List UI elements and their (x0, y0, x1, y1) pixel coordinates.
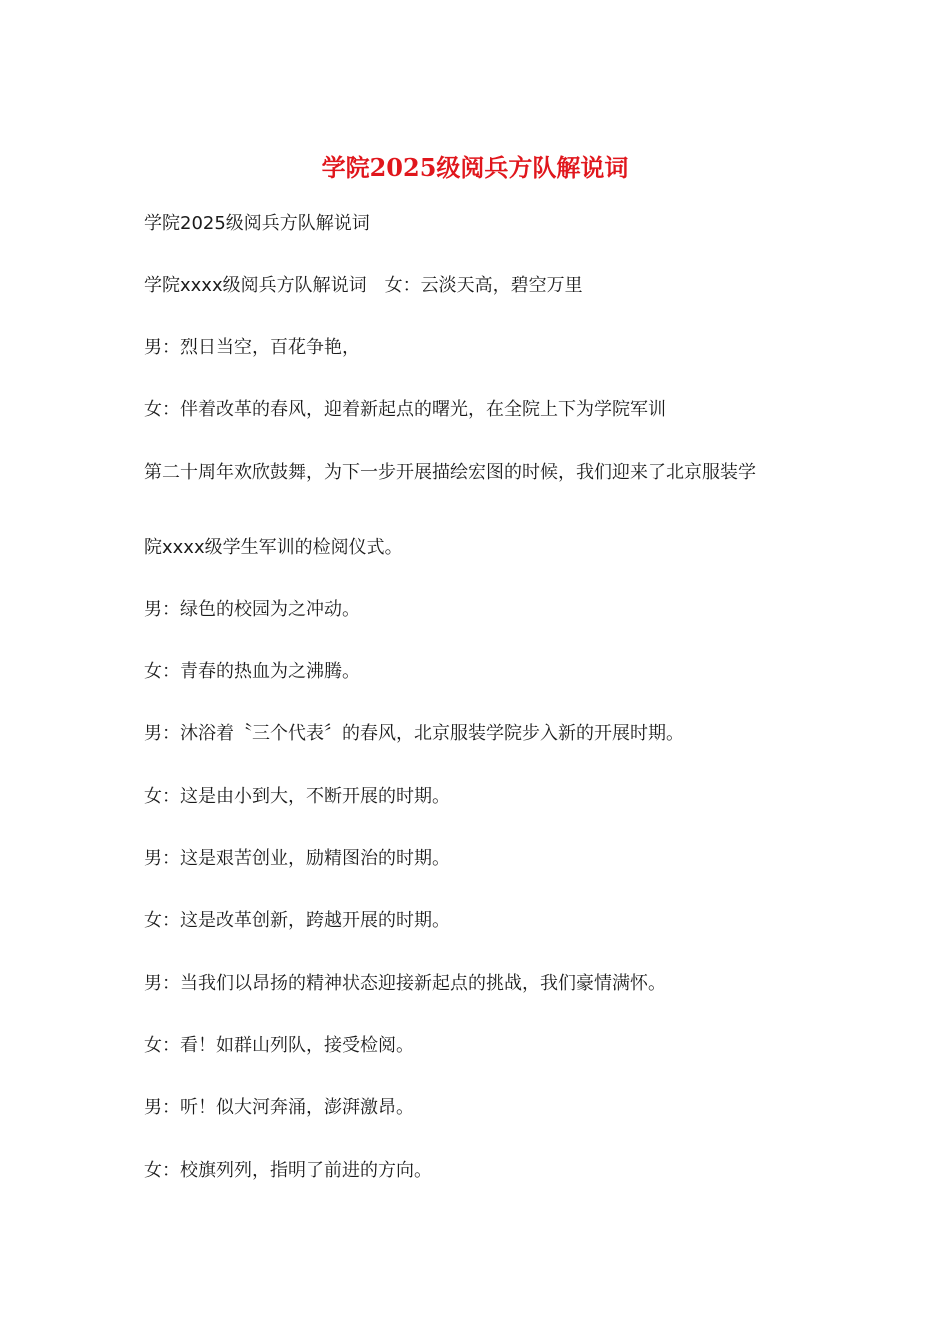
paragraph: 男：听！似大河奔涌，澎湃激昂。 (144, 1097, 414, 1118)
paragraph: 男：这是艰苦创业，励精图治的时期。 (144, 848, 450, 869)
paragraph: 女：伴着改革的春风，迎着新起点的曙光，在全院上下为学院军训 (144, 399, 666, 420)
paragraph: 男：绿色的校园为之冲动。 (144, 599, 360, 620)
paragraph: 女：青春的热血为之沸腾。 (144, 661, 360, 682)
paragraph: 女：看！如群山列队，接受检阅。 (144, 1035, 414, 1056)
paragraph: 女：校旗列列，指明了前进的方向。 (144, 1160, 432, 1181)
paragraph: 女：这是改革创新，跨越开展的时期。 (144, 910, 450, 931)
paragraph: 男：沐浴着〝三个代表〞的春风，北京服装学院步入新的开展时期。 (144, 723, 684, 744)
paragraph: 第二十周年欢欣鼓舞，为下一步开展描绘宏图的时候，我们迎来了北京服装学 (144, 462, 756, 483)
document-title: 学院2025级阅兵方队解说词 (321, 153, 629, 182)
paragraph: 男：烈日当空，百花争艳， (144, 337, 360, 358)
paragraph: 男：当我们以昂扬的精神状态迎接新起点的挑战，我们豪情满怀。 (144, 973, 666, 994)
paragraph: 院xxxx级学生军训的检阅仪式。 (144, 537, 403, 558)
paragraph: 学院xxxx级阅兵方队解说词 女：云淡天高，碧空万里 (144, 275, 583, 296)
paragraph-subtitle: 学院2025级阅兵方队解说词 (144, 213, 370, 234)
paragraph: 女：这是由小到大，不断开展的时期。 (144, 786, 450, 807)
